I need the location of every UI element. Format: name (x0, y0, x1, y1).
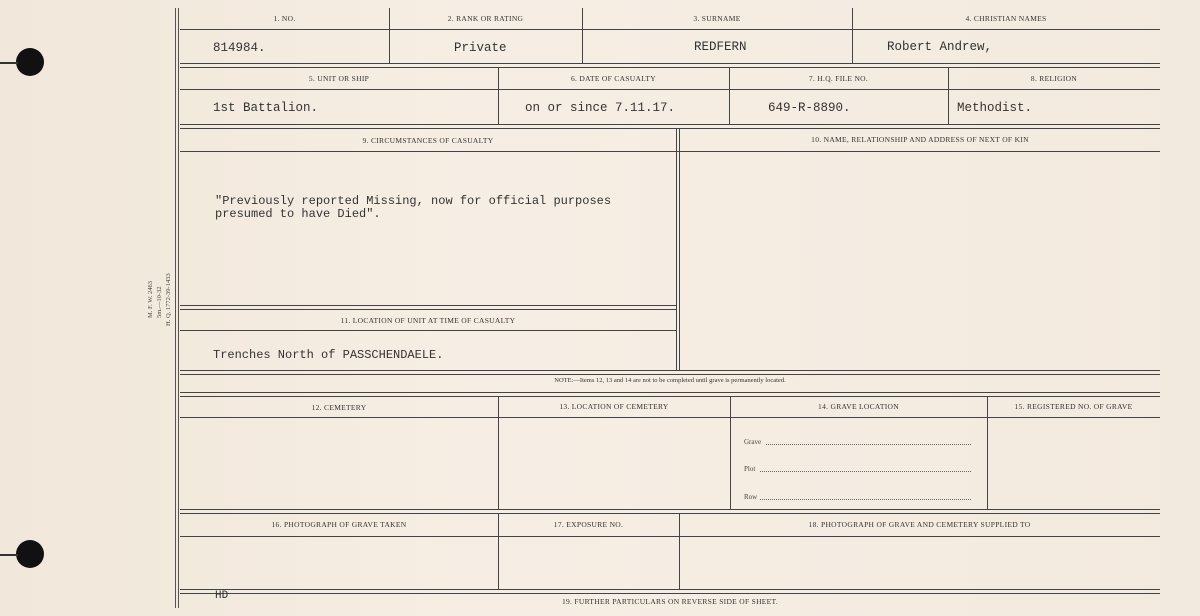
header-location-of-unit: 11. LOCATION OF UNIT AT TIME OF CASUALTY (340, 316, 516, 325)
value-religion: Methodist. (957, 101, 1033, 115)
circumstances-line-2: presumed to have Died". (215, 207, 381, 221)
row-divider-6 (180, 124, 1160, 129)
header-unit: 5. UNIT OR SHIP (308, 74, 370, 83)
header-photo-supplied: 18. PHOTOGRAPH OF GRAVE AND CEMETERY SUPPLIED TO (808, 520, 1031, 529)
row-divider-0 (180, 29, 1160, 30)
plot-label: Plot (744, 465, 756, 473)
header-rank: 2. RANK OR RATING (447, 14, 524, 23)
column-divider-11 (676, 128, 677, 370)
row-dotted-line (760, 499, 971, 500)
header-registered-no: 15. REGISTERED NO. OF GRAVE (1014, 402, 1133, 411)
header-further-particulars: 19. FURTHER PARTICULARS ON REVERSE SIDE OF SHEET. (561, 597, 779, 606)
plot-dotted-line (760, 471, 971, 472)
header-hq-file-no: 7. H.Q. FILE NO. (808, 74, 869, 83)
row-divider-18 (180, 509, 1160, 514)
value-christian-names: Robert Andrew, (887, 40, 993, 54)
column-divider-20 (730, 396, 731, 510)
grave-label: Grave (744, 438, 762, 446)
header-photo-taken: 16. PHOTOGRAPH OF GRAVE TAKEN (271, 520, 407, 529)
value-hq-file-no: 649-R-8890. (768, 101, 851, 115)
row-label: Row (744, 493, 758, 501)
note-text: NOTE:—Items 12, 13 and 14 are not to be completed until grave is permanently located. (554, 377, 786, 384)
header-no: 1. NO. (273, 14, 296, 23)
form-code-2: 5m.—10-32 (156, 286, 163, 318)
binder-hole-top-tail (0, 62, 18, 64)
header-next-of-kin: 10. NAME, RELATIONSHIP AND ADDRESS OF NEXT OF KIN (811, 135, 1029, 144)
value-date-of-casualty: on or since 7.11.17. (525, 101, 676, 115)
value-no: 814984. (213, 41, 266, 55)
margin-rule (175, 8, 176, 608)
row-divider-5 (180, 89, 1160, 90)
column-divider-19 (498, 396, 499, 510)
header-circumstances: 9. CIRCUMSTANCES OF CASUALTY (362, 136, 494, 145)
margin-rule-2 (178, 8, 179, 608)
row-divider-13 (180, 305, 676, 310)
binder-hole-bottom (16, 540, 44, 568)
form-code-3: H. Q. 1772-39-1433 (165, 273, 172, 326)
header-cemetery: 12. CEMETERY (311, 403, 367, 412)
value-location-of-unit: Trenches North of PASSCHENDAELE. (213, 348, 444, 362)
row-divider-16 (180, 392, 1160, 397)
initials: HD (215, 590, 229, 602)
value-rank: Private (454, 41, 507, 55)
header-exposure-no: 17. EXPOSURE NO. (553, 520, 624, 529)
row-divider-1 (180, 63, 1160, 68)
grave-dotted-line (766, 444, 971, 445)
value-surname: REDFERN (694, 40, 747, 54)
row-divider-23 (180, 589, 1160, 594)
binder-hole-bottom-tail (0, 554, 18, 556)
row-divider-14 (180, 330, 676, 331)
row-divider-10 (180, 151, 1160, 152)
header-location-of-cemetery: 13. LOCATION OF CEMETERY (559, 402, 669, 411)
column-divider-12 (679, 128, 680, 370)
form-code-1: M. F. W. 2463 (147, 280, 154, 318)
header-christian-names: 4. CHRISTIAN NAMES (965, 14, 1047, 23)
row-divider-22 (180, 536, 1160, 537)
circumstances-line-1: "Previously reported Missing, now for official purposes (215, 194, 612, 208)
header-date-of-casualty: 6. DATE OF CASUALTY (570, 74, 656, 83)
header-surname: 3. SURNAME (693, 14, 741, 23)
binder-hole-top (16, 48, 44, 76)
header-religion: 8. RELIGION (1030, 74, 1078, 83)
row-divider-15 (180, 370, 1160, 375)
value-unit: 1st Battalion. (213, 101, 319, 115)
column-divider-21 (987, 396, 988, 510)
row-divider-17 (180, 417, 1160, 418)
header-grave-location: 14. GRAVE LOCATION (818, 402, 899, 411)
